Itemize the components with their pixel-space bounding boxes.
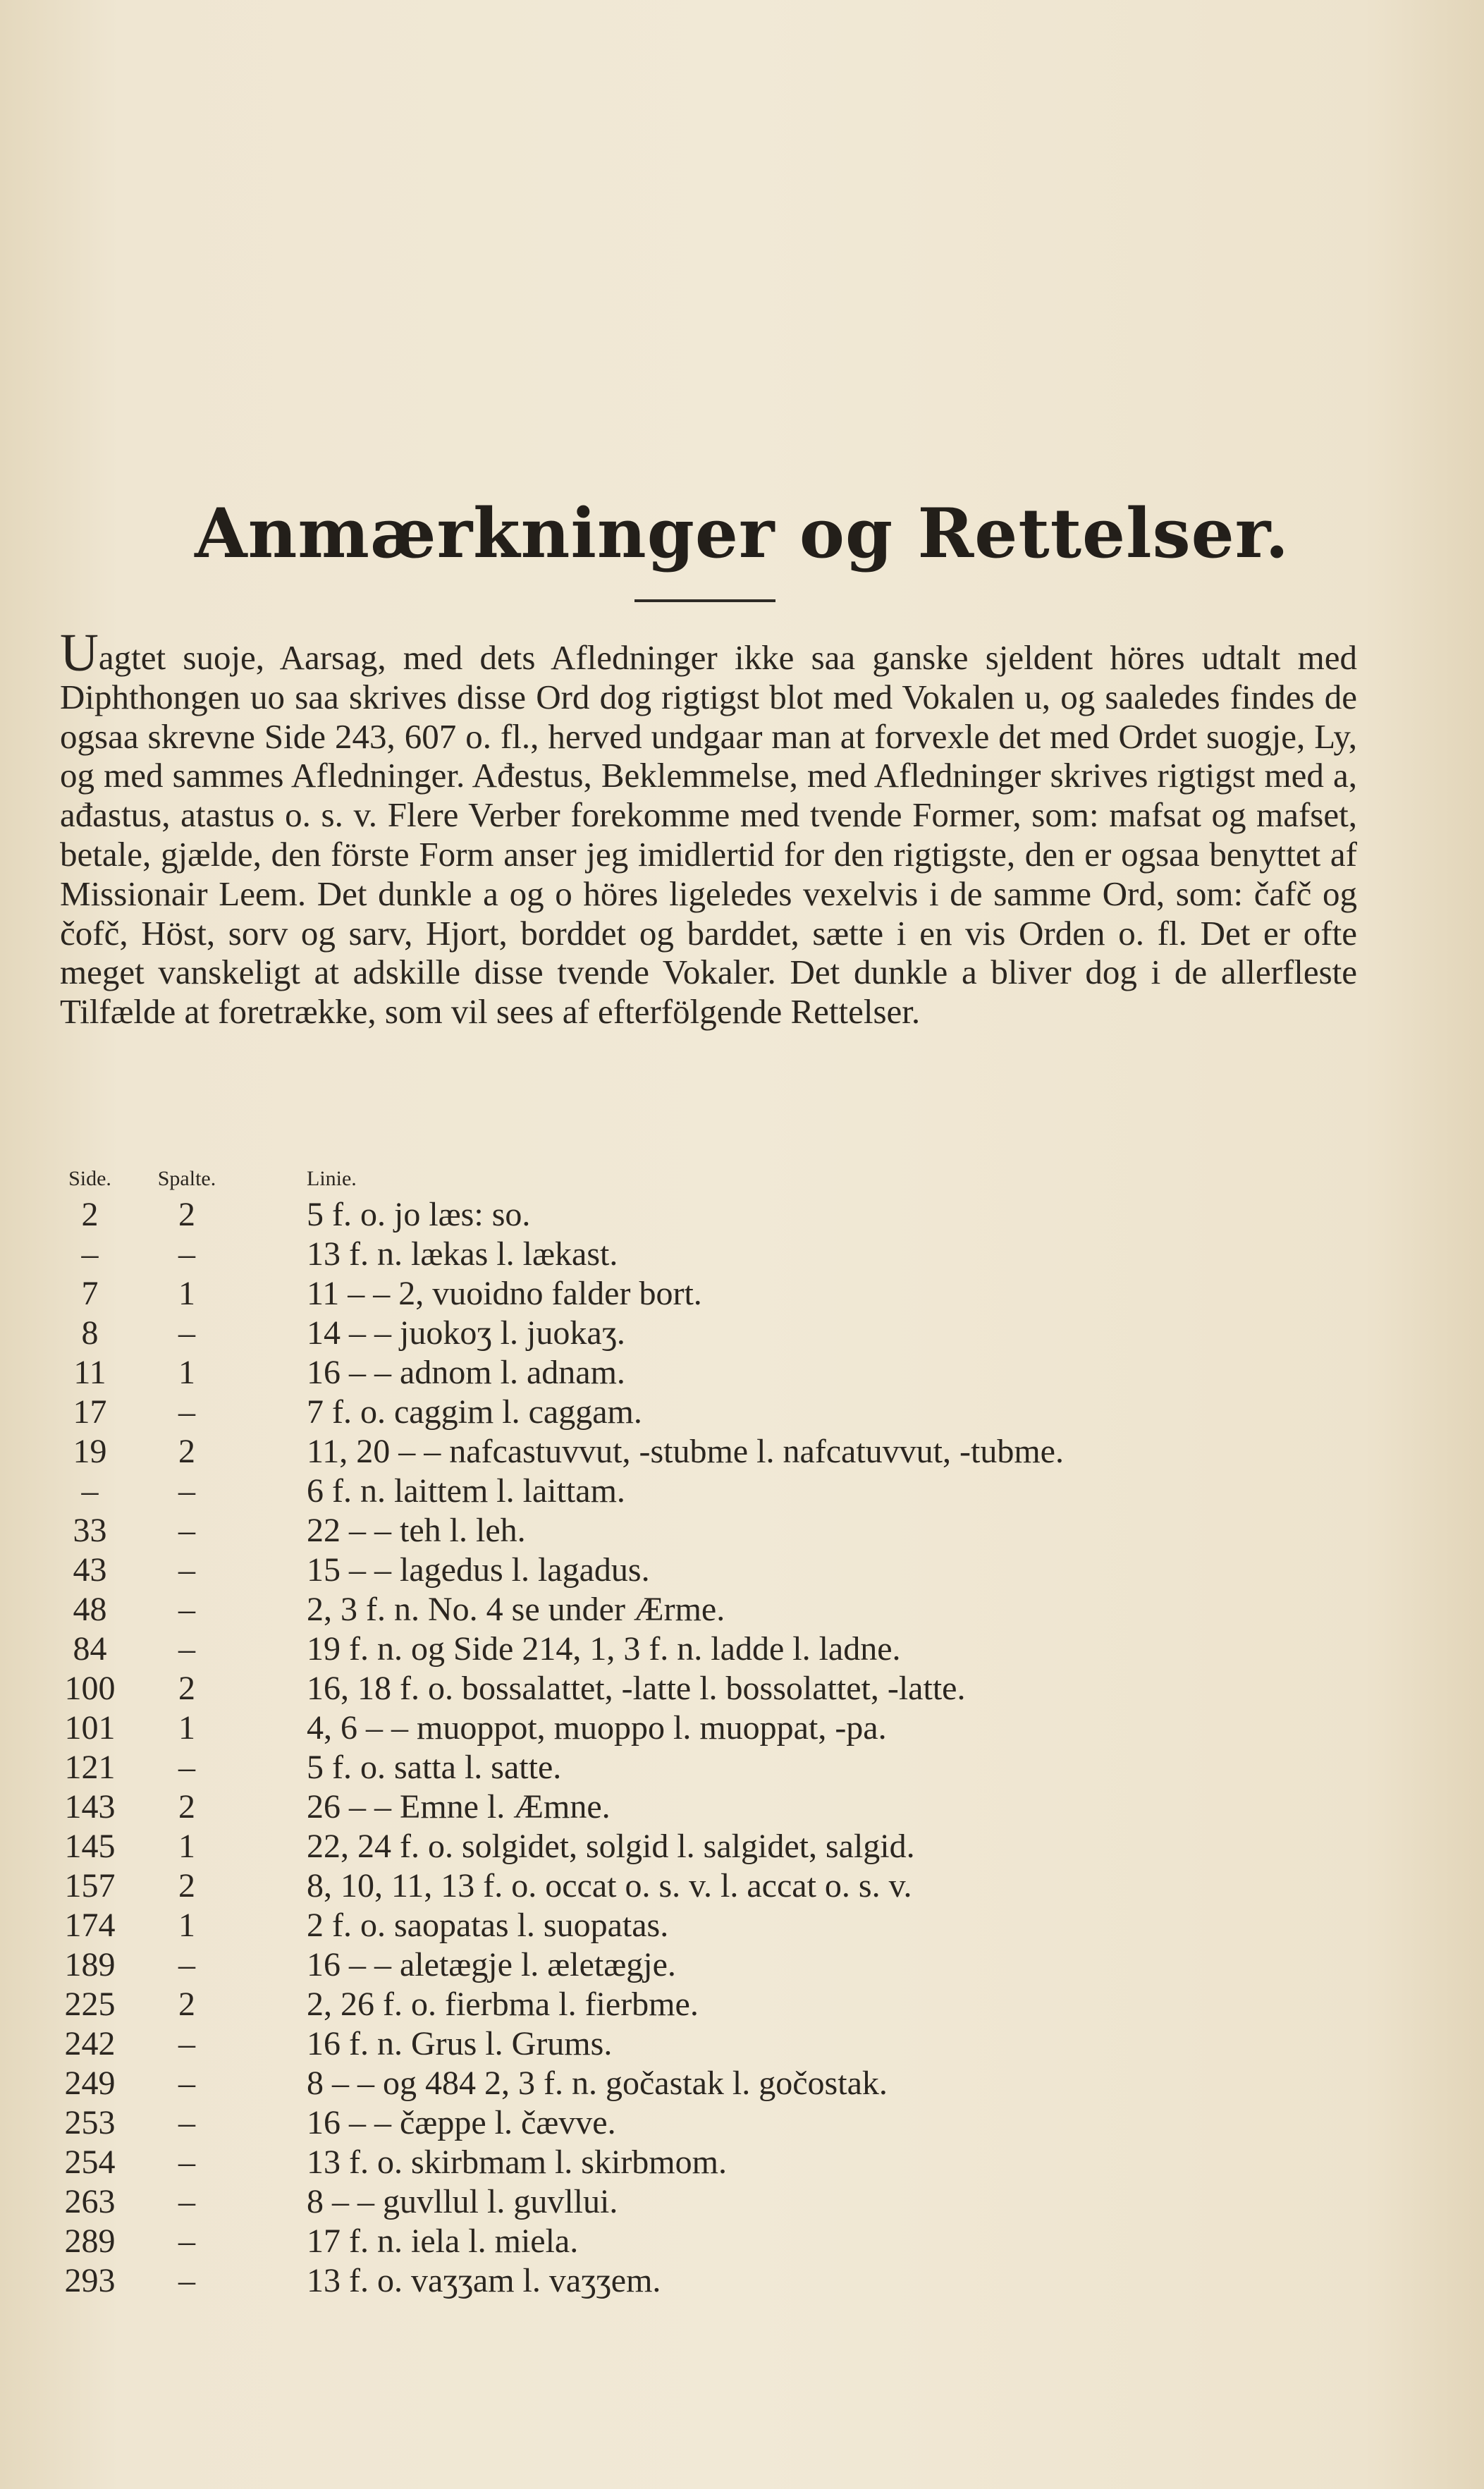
cell-side: 263 bbox=[64, 2183, 116, 2220]
cell-side: – bbox=[81, 1472, 99, 1510]
cell-side: 293 bbox=[64, 2262, 116, 2299]
cell-side: 143 bbox=[64, 1788, 116, 1826]
cell-side: 7 bbox=[81, 1275, 99, 1312]
cell-spalte: 1 bbox=[178, 1828, 195, 1865]
cell-side: 225 bbox=[64, 1986, 116, 2023]
cell-entry: 22, 24 f. o. solgidet, solgid l. salgidet, salgid. bbox=[307, 1828, 915, 1865]
errata-table-body bbox=[49, 1195, 1389, 2301]
table-row bbox=[49, 1235, 1389, 1274]
cell-entry: 2 f. o. saopatas l. suopatas. bbox=[307, 1907, 669, 1944]
cell-entry: 6 f. n. laittem l. laittam. bbox=[307, 1472, 625, 1510]
table-row bbox=[49, 1314, 1389, 1353]
cell-entry: 2, 3 f. n. No. 4 se under Ærme. bbox=[307, 1591, 725, 1628]
cell-entry: 16 f. n. Grus l. Grums. bbox=[307, 2025, 613, 2062]
table-row bbox=[49, 2222, 1389, 2261]
header-side: Side. bbox=[68, 1167, 111, 1190]
cell-side: 121 bbox=[64, 1749, 116, 1786]
cell-spalte: 2 bbox=[178, 1433, 195, 1470]
cell-entry: 16 – – čæppe l. čævve. bbox=[307, 2104, 616, 2141]
errata-table bbox=[49, 1167, 1389, 2301]
cell-side: 253 bbox=[64, 2104, 116, 2141]
cell-spalte: – bbox=[178, 1946, 195, 1983]
cell-entry: 2, 26 f. o. fierbma l. fierbme. bbox=[307, 1986, 699, 2023]
cell-entry: 4, 6 – – muoppot, muoppo l. muoppat, -pa. bbox=[307, 1709, 887, 1747]
errata-table-header bbox=[49, 1167, 1389, 1195]
table-row bbox=[49, 1274, 1389, 1314]
table-row bbox=[49, 1511, 1389, 1551]
intro-text: agtet suoje, Aarsag, med dets Afledninger ikke saa ganske sjeldent höres udtalt med Diphthongen uo saa skrives disse Ord dog rigtigst blot med Vokalen u, og saaledes findes de ogsaa skrevne Side 243, 607 o. fl., herved undgaar man at forvexle det med Ordet suogje, Ly, og med sammes Afledninger. Ađestus, Beklemmelse, med Afledninger skrives rigtigst med a, ađastus, atastus o. s. v. Flere Verber forekomme med tvende Former, som: mafsat og mafset, betale, gjælde, den förste Form anser jeg imidlertid for den rigtigste, den er ogsaa benyttet af Missionair Leem. Det dunkle a og o höres ligeledes vexelvis i de samme Ord, som: čafč og čofč, Höst, sorv og sarv, Hjort, borddet og barddet, sætte i en vis Orden o. fl. Det er ofte meget vanskeligt at adskille disse tvende Vokaler. Det dunkle a bliver dog i de allerfleste Tilfælde at foretrække, som vil sees af efterfölgende Rettelser. bbox=[60, 638, 1357, 1032]
cell-side: 242 bbox=[64, 2025, 116, 2062]
cell-entry: 17 f. n. iela l. miela. bbox=[307, 2222, 579, 2260]
cell-side: 174 bbox=[64, 1907, 116, 1944]
cell-side: 8 bbox=[81, 1314, 99, 1352]
cell-side: 254 bbox=[64, 2144, 116, 2181]
table-row bbox=[49, 1551, 1389, 1590]
cell-entry: 13 f. o. vaʒʒam l. vaʒʒem. bbox=[307, 2262, 661, 2299]
table-row bbox=[49, 1708, 1389, 1748]
cell-spalte: – bbox=[178, 1393, 195, 1431]
table-row bbox=[49, 1866, 1389, 1906]
title-divider bbox=[634, 599, 775, 602]
table-row bbox=[49, 1432, 1389, 1472]
cell-spalte: – bbox=[178, 1235, 195, 1273]
cell-entry: 7 f. o. caggim l. caggam. bbox=[307, 1393, 642, 1431]
cell-spalte: – bbox=[178, 1314, 195, 1352]
cell-entry: 13 f. o. skirbmam l. skirbmom. bbox=[307, 2144, 727, 2181]
table-row bbox=[49, 1353, 1389, 1393]
table-row bbox=[49, 1985, 1389, 2024]
cell-spalte: – bbox=[178, 1630, 195, 1668]
cell-entry: 16 – – aletægje l. æletægje. bbox=[307, 1946, 676, 1983]
cell-spalte: – bbox=[178, 2104, 195, 2141]
table-row bbox=[49, 1472, 1389, 1511]
cell-spalte: – bbox=[178, 2183, 195, 2220]
cell-entry: 26 – – Emne l. Æmne. bbox=[307, 1788, 611, 1826]
cell-side: 33 bbox=[73, 1512, 107, 1549]
cell-entry: 8 – – og 484 2, 3 f. n. gočastak l. gočostak. bbox=[307, 2065, 888, 2102]
cell-spalte: 2 bbox=[178, 1196, 195, 1233]
cell-spalte: – bbox=[178, 1512, 195, 1549]
cell-spalte: 1 bbox=[178, 1709, 195, 1747]
cell-entry: 14 – – juokoʒ l. juokaʒ. bbox=[307, 1314, 625, 1352]
table-row bbox=[49, 1393, 1389, 1432]
cell-side: 100 bbox=[64, 1670, 116, 1707]
cell-spalte: – bbox=[178, 1749, 195, 1786]
cell-spalte: – bbox=[178, 2222, 195, 2260]
cell-spalte: – bbox=[178, 1591, 195, 1628]
cell-side: 2 bbox=[81, 1196, 99, 1233]
cell-spalte: 1 bbox=[178, 1354, 195, 1391]
cell-entry: 11 – – 2, vuoidno falder bort. bbox=[307, 1275, 702, 1312]
table-row bbox=[49, 2261, 1389, 2301]
cell-spalte: – bbox=[178, 2025, 195, 2062]
table-row bbox=[49, 2103, 1389, 2143]
cell-entry: 11, 20 – – nafcastuvvut, -stubme l. nafcatuvvut, -tubme. bbox=[307, 1433, 1064, 1470]
cell-spalte: 2 bbox=[178, 1986, 195, 2023]
cell-entry: 16, 18 f. o. bossalattet, -latte l. bossolattet, -latte. bbox=[307, 1670, 966, 1707]
cell-side: 145 bbox=[64, 1828, 116, 1865]
page-title: Anmærkninger og Rettelser. bbox=[195, 494, 1289, 573]
cell-side: 48 bbox=[73, 1591, 107, 1628]
table-row bbox=[49, 1195, 1389, 1235]
drop-initial: U bbox=[60, 623, 99, 683]
table-row bbox=[49, 1748, 1389, 1787]
cell-entry: 5 f. o. jo læs: so. bbox=[307, 1196, 531, 1233]
cell-side: 11 bbox=[73, 1354, 106, 1391]
cell-side: – bbox=[81, 1235, 99, 1273]
table-row bbox=[49, 2024, 1389, 2064]
cell-entry: 22 – – teh l. leh. bbox=[307, 1512, 526, 1549]
header-spalte: Spalte. bbox=[157, 1167, 216, 1190]
table-row bbox=[49, 1906, 1389, 1945]
cell-spalte: – bbox=[178, 2262, 195, 2299]
table-row bbox=[49, 2143, 1389, 2182]
table-row bbox=[49, 1669, 1389, 1708]
cell-entry: 16 – – adnom l. adnam. bbox=[307, 1354, 625, 1391]
cell-side: 43 bbox=[73, 1551, 107, 1589]
cell-entry: 19 f. n. og Side 214, 1, 3 f. n. ladde l. ladne. bbox=[307, 1630, 901, 1668]
header-linie: Linie. bbox=[307, 1167, 357, 1190]
cell-entry: 5 f. o. satta l. satte. bbox=[307, 1749, 562, 1786]
table-row bbox=[49, 1629, 1389, 1669]
cell-side: 101 bbox=[64, 1709, 116, 1747]
cell-side: 19 bbox=[73, 1433, 107, 1470]
cell-side: 157 bbox=[64, 1867, 116, 1904]
cell-side: 189 bbox=[64, 1946, 116, 1983]
table-row bbox=[49, 1787, 1389, 1827]
cell-spalte: 1 bbox=[178, 1275, 195, 1312]
cell-side: 17 bbox=[73, 1393, 107, 1431]
cell-entry: 15 – – lagedus l. lagadus. bbox=[307, 1551, 650, 1589]
cell-spalte: – bbox=[178, 1551, 195, 1589]
cell-side: 289 bbox=[64, 2222, 116, 2260]
cell-spalte: – bbox=[178, 2065, 195, 2102]
cell-entry: 13 f. n. lækas l. lækast. bbox=[307, 1235, 618, 1273]
cell-spalte: 2 bbox=[178, 1867, 195, 1904]
cell-spalte: – bbox=[178, 2144, 195, 2181]
table-row bbox=[49, 2064, 1389, 2103]
cell-entry: 8 – – guvllul l. guvllui. bbox=[307, 2183, 618, 2220]
table-row bbox=[49, 1827, 1389, 1866]
cell-entry: 8, 10, 11, 13 f. o. occat o. s. v. l. accat o. s. v. bbox=[307, 1867, 912, 1904]
cell-spalte: 1 bbox=[178, 1907, 195, 1944]
intro-paragraph bbox=[60, 623, 1357, 1032]
cell-spalte: – bbox=[178, 1472, 195, 1510]
table-row bbox=[49, 1945, 1389, 1985]
cell-spalte: 2 bbox=[178, 1670, 195, 1707]
table-row bbox=[49, 2182, 1389, 2222]
cell-spalte: 2 bbox=[178, 1788, 195, 1826]
table-row bbox=[49, 1590, 1389, 1629]
intro-text-block bbox=[60, 623, 1357, 1032]
cell-side: 249 bbox=[64, 2065, 116, 2102]
cell-side: 84 bbox=[73, 1630, 107, 1668]
